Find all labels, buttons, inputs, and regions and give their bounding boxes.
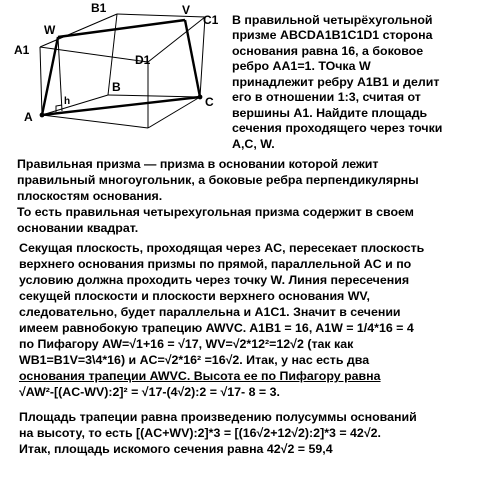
definition-line-2: правильный многоугольник, а боковые ребра перпендикулярны xyxy=(17,173,419,187)
definition-line-1: Правильная призма — призма в основании которой лежит xyxy=(17,157,379,171)
solution-line-6: имеем равнобокую трапецию AWVC. A1B1 = 16, A1W = 1/4*16 = 4 xyxy=(19,321,414,335)
label-c1: C1 xyxy=(203,13,219,27)
problem-line-3: основания равна 16, а боковое xyxy=(232,44,424,58)
height-line xyxy=(58,37,62,111)
label-a: A xyxy=(24,110,33,124)
edge-a-a1 xyxy=(40,47,42,115)
conclusion-line-2: на высоту, то есть [(AC+WV):2]*3 = [(16√2+12√2):2]*3 = 42√2. xyxy=(19,426,381,440)
definition-line-3: плоскостям основания. xyxy=(17,189,163,203)
label-h: h xyxy=(64,96,71,107)
solution-line-4: секущей плоскости и плоскости верхнего основания WV, xyxy=(19,289,370,303)
solution-line-9: основания трапеции AWVC. Высота ее по Пифагору равна xyxy=(19,369,381,383)
label-b: B xyxy=(112,80,121,94)
problem-line-1: В правильной четырёхугольной xyxy=(232,13,433,27)
solution-line-7: по Пифагору AW=√1+16 = √17, WV=√2*12²=12√2 (так как xyxy=(19,337,354,351)
point-a-dot xyxy=(40,113,45,118)
label-d1: D1 xyxy=(135,53,151,67)
edge-b-c xyxy=(108,95,200,97)
edge-c-c1 xyxy=(200,17,205,97)
edge-d-a xyxy=(42,115,148,128)
solution-line-8: WB1=B1V=3\4*16) и AC=√2*16² =16√2. Итак, у нас есть два xyxy=(19,353,370,367)
label-a1: A1 xyxy=(14,43,30,57)
solution-line-10: √AW²-[(AC-WV):2]² = √17-(4√2):2 = √17- 8 = 3. xyxy=(19,385,280,399)
solution-line-3: условию должна проходить через точку W. Линия пересечения xyxy=(19,273,410,287)
conclusion-line-1: Площадь трапеции равна произведению полусуммы оснований xyxy=(19,410,417,424)
edge-b1-c1 xyxy=(117,14,205,17)
definition-line-4: То есть правильная четырехугольная призма содержит в своем xyxy=(17,205,414,219)
prism-figure xyxy=(0,0,232,160)
label-v: V xyxy=(182,3,191,17)
section-w-v xyxy=(58,20,185,37)
conclusion-line-3: Итак, площадь искомого сечения равна 42√2 = 59,4 xyxy=(19,442,333,456)
problem-line-9: A,C, W. xyxy=(232,137,275,151)
solution-line-1: Секущая плоскость, проходящая через AC, пересекает плоскость xyxy=(19,241,425,255)
section-v-c xyxy=(185,20,200,97)
problem-line-7: вершины A1. Найдите площадь xyxy=(232,106,428,120)
solution-line-2: верхнего основания призмы по прямой, параллельной AC и по xyxy=(19,257,412,271)
problem-line-6: его в отношении 1:3, считая от xyxy=(232,90,421,104)
definition-line-5: основании квадрат. xyxy=(17,221,139,235)
point-c-dot xyxy=(198,95,203,100)
problem-line-8: сечения проходящего через точки xyxy=(232,121,443,135)
label-c: C xyxy=(205,95,214,109)
label-b1: B1 xyxy=(91,1,107,15)
label-w: W xyxy=(44,23,56,37)
problem-line-5: принадлежит ребру A1B1 и делит xyxy=(232,75,440,89)
solution-line-5: следовательно, будет параллельна и A1C1. Значит в сечении xyxy=(19,305,401,319)
problem-line-4: ребро AA1=1. ТОчка W xyxy=(232,59,371,73)
problem-line-2: призме ABCDA1B1C1D1 сторона xyxy=(232,28,433,42)
